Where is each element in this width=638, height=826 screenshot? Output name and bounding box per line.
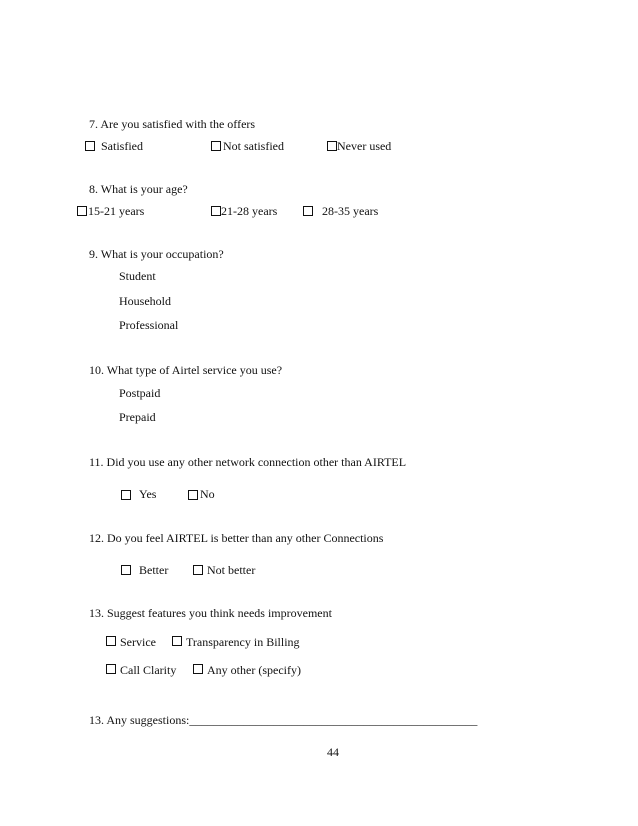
checkbox-satisfied[interactable]	[85, 141, 95, 151]
page-number: 44	[327, 745, 339, 759]
option-any-other: Any other (specify)	[207, 663, 301, 677]
question-11-text: 11. Did you use any other network connection other than AIRTEL	[89, 455, 407, 469]
option-not-better: Not better	[207, 563, 256, 577]
option-prepaid: Prepaid	[119, 410, 156, 424]
question-10-text: 10. What type of Airtel service you use?	[89, 363, 283, 377]
question-13-features-text: 13. Suggest features you think needs improvement	[89, 606, 332, 620]
option-call-clarity: Call Clarity	[120, 663, 177, 677]
suggestions-label: 13. Any suggestions:	[89, 713, 190, 727]
checkbox-any-other[interactable]	[193, 664, 203, 674]
question-8-text: 8. What is your age?	[89, 182, 188, 196]
option-better: Better	[139, 563, 169, 577]
option-age-21-28: 21-28 years	[221, 204, 278, 218]
option-postpaid: Postpaid	[119, 386, 161, 400]
question-13-suggestions	[89, 713, 477, 727]
checkbox-transparency-billing[interactable]	[172, 636, 182, 646]
checkbox-better[interactable]	[121, 565, 131, 575]
option-household: Household	[119, 294, 171, 308]
checkbox-not-satisfied[interactable]	[211, 141, 221, 151]
checkbox-age-21-28[interactable]	[211, 206, 221, 216]
option-yes: Yes	[139, 487, 157, 501]
checkbox-not-better[interactable]	[193, 565, 203, 575]
checkbox-never-used[interactable]	[327, 141, 337, 151]
option-never-used: Never used	[337, 139, 392, 153]
checkbox-age-28-35[interactable]	[303, 206, 313, 216]
checkbox-no[interactable]	[188, 490, 198, 500]
option-age-15-21: 15-21 years	[88, 204, 145, 218]
option-professional: Professional	[119, 318, 179, 332]
option-not-satisfied: Not satisfied	[223, 139, 284, 153]
option-transparency-billing: Transparency in Billing	[186, 635, 300, 649]
question-12-text: 12. Do you feel AIRTEL is better than any other Connections	[89, 531, 384, 545]
option-student: Student	[119, 269, 156, 283]
option-no: No	[200, 487, 215, 501]
checkbox-service[interactable]	[106, 636, 116, 646]
option-age-28-35: 28-35 years	[322, 204, 379, 218]
suggestions-blank-line[interactable]: ________________________________________________	[189, 713, 478, 727]
checkbox-call-clarity[interactable]	[106, 664, 116, 674]
question-7-text: 7. Are you satisfied with the offers	[89, 117, 256, 131]
option-service: Service	[120, 635, 156, 649]
option-satisfied: Satisfied	[101, 139, 143, 153]
checkbox-age-15-21[interactable]	[77, 206, 87, 216]
question-9-text: 9. What is your occupation?	[89, 247, 224, 261]
checkbox-yes[interactable]	[121, 490, 131, 500]
